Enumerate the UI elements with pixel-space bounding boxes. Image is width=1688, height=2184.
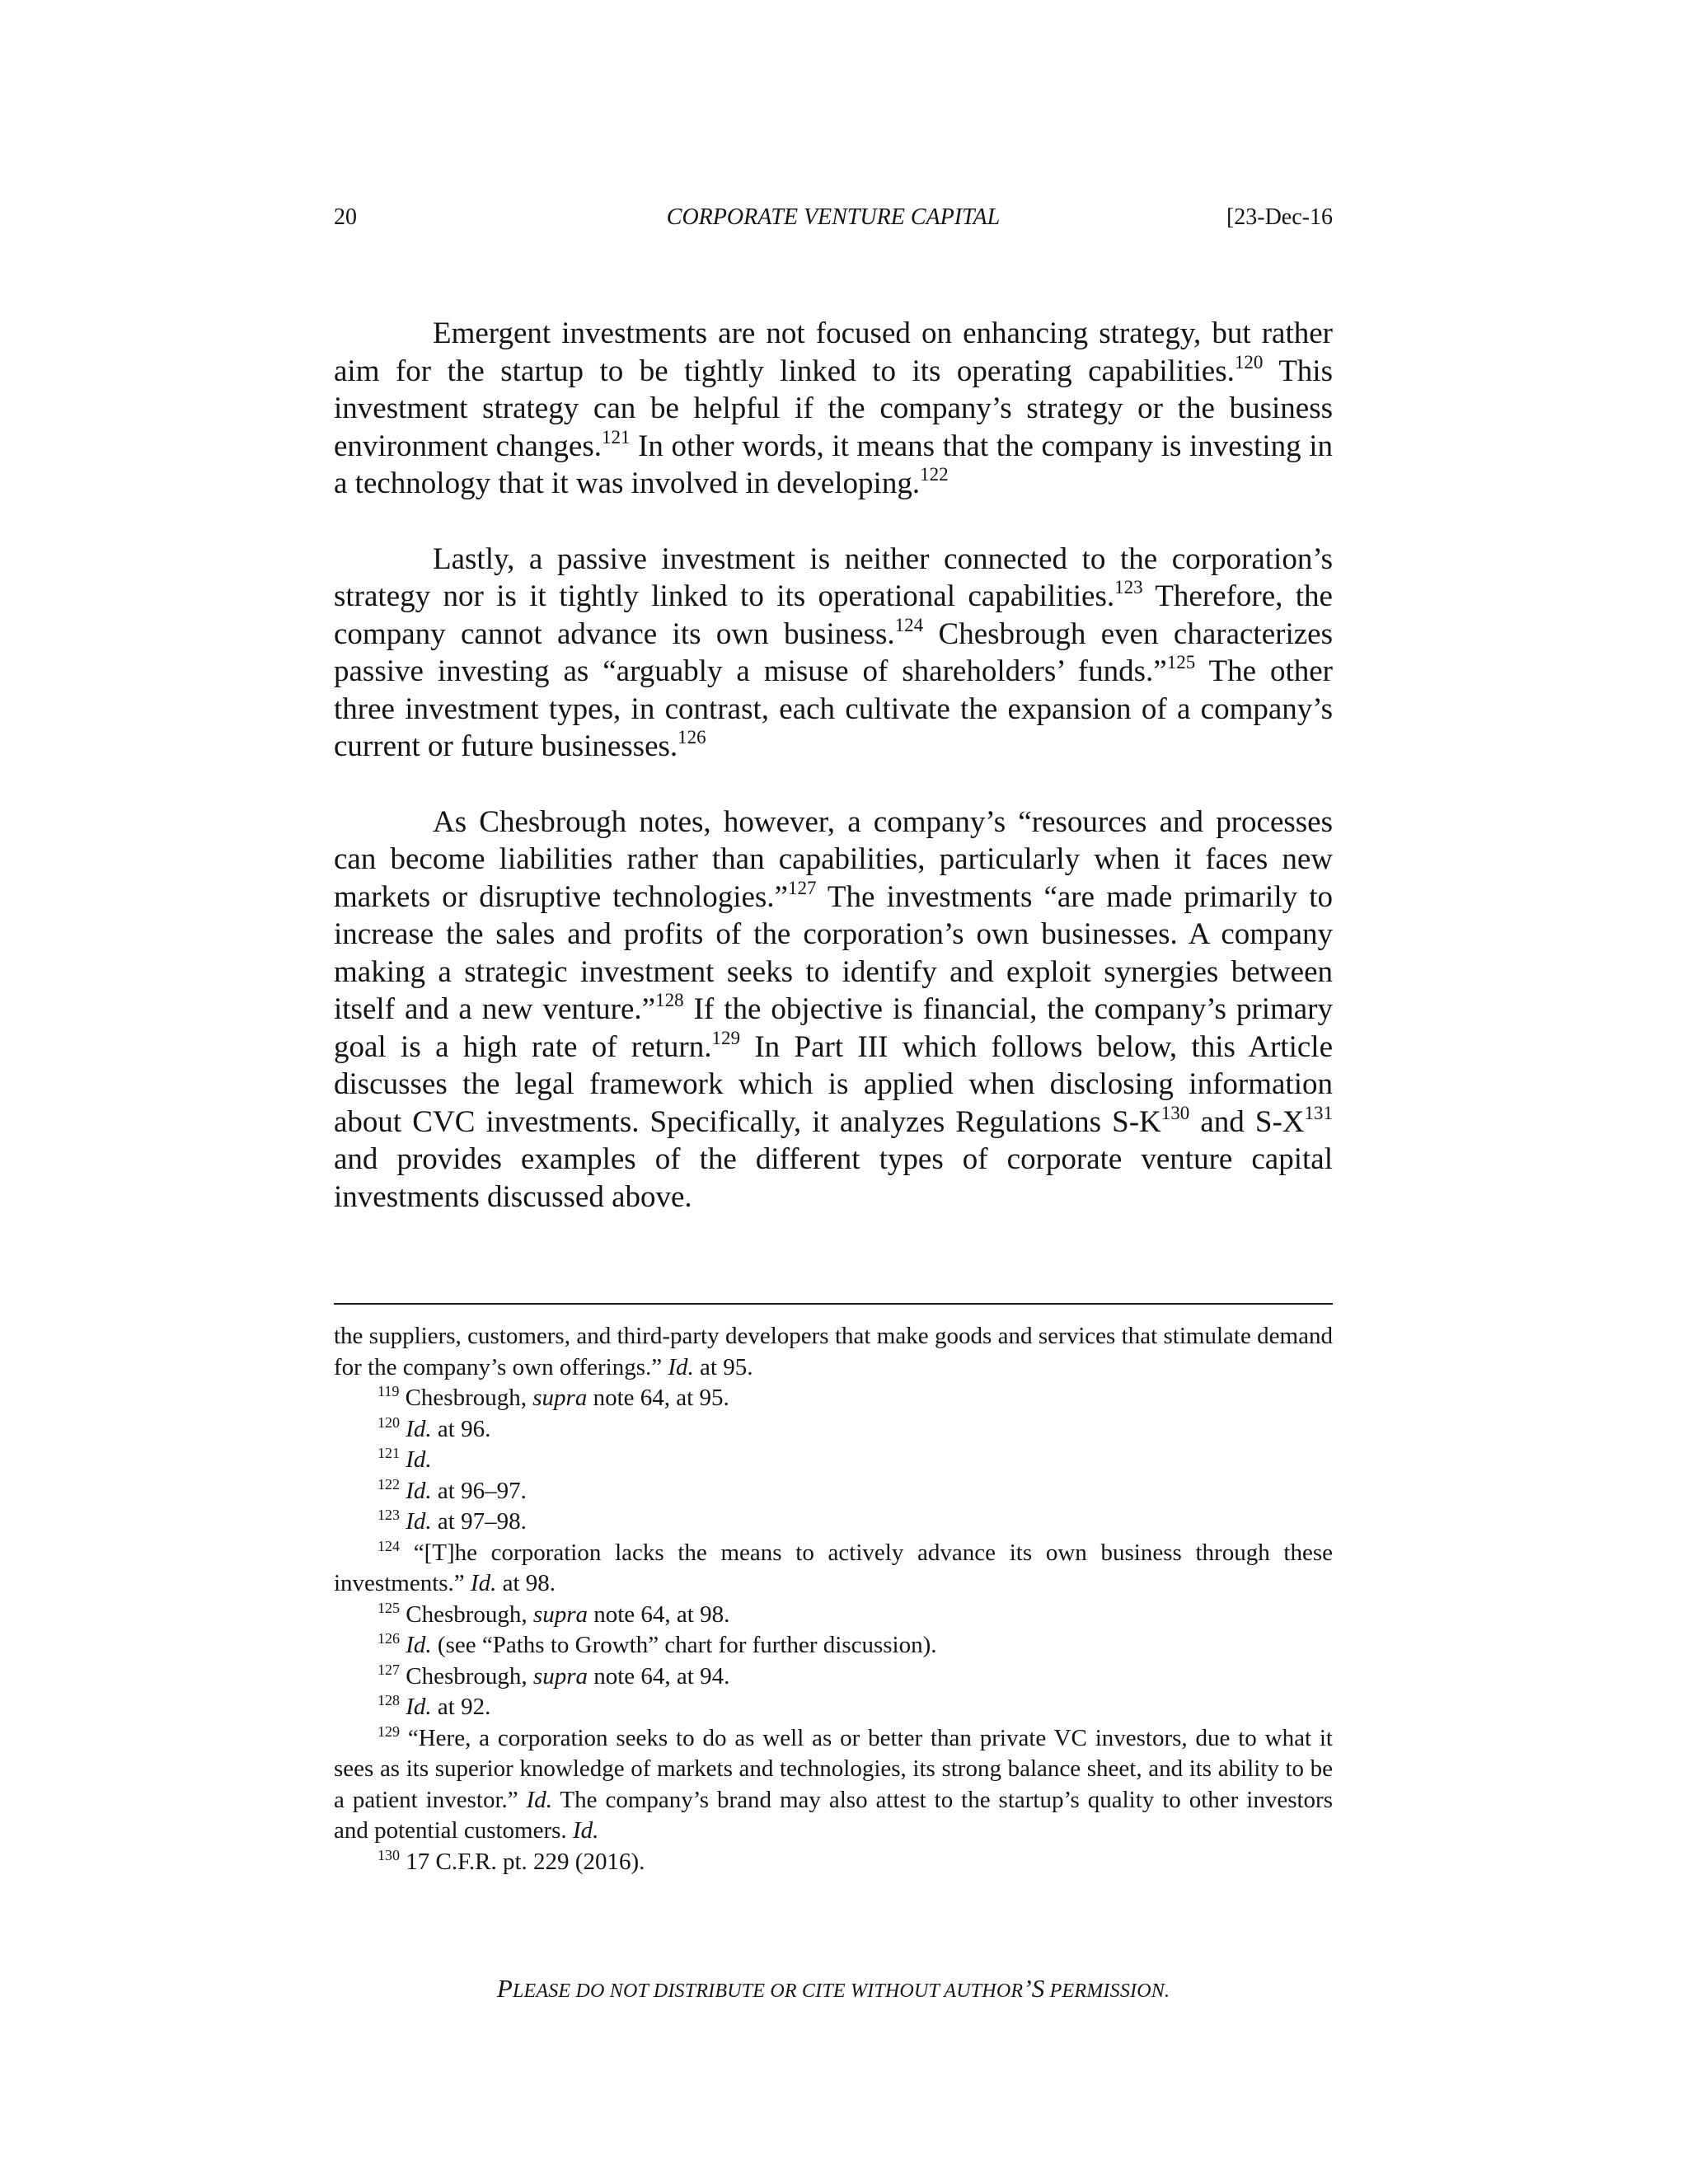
footnote-ref-130[interactable]: 130 (1160, 1102, 1190, 1123)
running-title: CORPORATE VENTURE CAPITAL (666, 204, 1001, 230)
footnote-text: note 64, at 98. (588, 1601, 730, 1628)
footnote-number: 122 (377, 1475, 400, 1493)
page-header (334, 204, 1333, 239)
footnote-ref-124[interactable]: 124 (894, 614, 924, 635)
footnote-continuation (334, 1321, 1333, 1383)
footnote-number: 120 (377, 1413, 400, 1431)
sentence: Chesbrough even characterizes passive investing as “arguably a misuse of shareholders’ funds.” (334, 616, 1333, 688)
footnotes (334, 1321, 1333, 1877)
footnote-121 (334, 1445, 1333, 1476)
paragraph-chesbrough-notes (334, 804, 1333, 1216)
id-cite: Id. (406, 1632, 432, 1658)
footnote-number: 119 (377, 1383, 400, 1399)
footnote-text: Chesbrough, (399, 1385, 533, 1411)
sentence: and provides examples of the different types of corporate venture capital investments discussed above. (334, 1142, 1333, 1214)
sentence: As Chesbrough notes, however, a company’s “resources and processes can become liabilities rather than capabilities, particularly when it faces new markets or disruptive technologies.” (334, 804, 1333, 914)
footnote-126 (334, 1630, 1333, 1661)
footnote-number: 121 (377, 1445, 400, 1461)
distribution-notice (334, 1974, 1333, 2004)
footnote-number: 127 (377, 1661, 400, 1678)
footnote-ref-123[interactable]: 123 (1114, 577, 1143, 598)
footnote-text: “Here, a corporation seeks to do as well as or better than private VC investors, due to what it sees as its superior knowledge of markets and technologies, its strong balance sheet, and its ability to be a patient investor.” (334, 1724, 1333, 1813)
sentence: The other three investment types, in contrast, each cultivate the expansion of a company’s current or future businesses. (334, 654, 1333, 763)
footnote-text: at 96–97. (431, 1477, 527, 1504)
sentence: The investments “are made primarily to increase the sales and profits of the corporation’s own businesses. A company making a strategic investment seeks to identify and exploit synergies between itself and a new venture.” (334, 879, 1334, 1026)
notice-apostrophe: ’ (1023, 1974, 1032, 2003)
footnote-text: the suppliers, customers, and third-party developers that make goods and services that stimulate demand for the company’s own offerings.” (334, 1323, 1333, 1380)
paragraph-emergent-investments (334, 315, 1333, 503)
footnote-127 (334, 1661, 1333, 1693)
footnote-number: 130 (377, 1846, 400, 1863)
supra-cite: supra (532, 1601, 588, 1628)
notice-initial: P (496, 1974, 513, 2003)
footnote-text: Chesbrough, (400, 1662, 533, 1690)
sentence: and S-X (1189, 1104, 1305, 1139)
sentence: This investment strategy can be helpful if the company’s strategy or the business environment changes. (334, 354, 1333, 463)
sentence: Therefore, the company cannot advance its own business. (334, 579, 1333, 651)
footnote-number: 123 (377, 1507, 400, 1523)
id-cite: Id. (526, 1786, 552, 1813)
footnote-119 (334, 1383, 1333, 1414)
footnote-text: note 64, at 94. (588, 1662, 730, 1690)
id-cite: Id. (668, 1353, 694, 1380)
footnote-text: at 98. (496, 1570, 556, 1596)
footnote-number: 126 (377, 1630, 400, 1647)
footnote-number: 125 (377, 1599, 400, 1616)
footnote-number: 129 (377, 1722, 400, 1740)
footnote-ref-120[interactable]: 120 (1234, 351, 1264, 373)
supra-cite: supra (532, 1662, 588, 1690)
notice-initial: S (1031, 1974, 1045, 2003)
footnote-text: “[T]he corporation lacks the means to actively advance its own business through these investments.” (334, 1539, 1333, 1596)
footnote-130 (334, 1847, 1333, 1878)
footnote-ref-125[interactable]: 125 (1166, 652, 1196, 673)
page-number: 20 (334, 204, 357, 230)
footnote-ref-121[interactable]: 121 (602, 426, 631, 448)
footnote-ref-131[interactable]: 131 (1304, 1102, 1333, 1123)
sentence: Lastly, a passive investment is neither connected to the corporation’s strategy nor is it tightly linked to its operational capabilities. (334, 541, 1333, 613)
id-cite: Id. (572, 1817, 599, 1844)
footnote-text: note 64, at 95. (587, 1385, 729, 1411)
footnote-text: Chesbrough, (400, 1601, 533, 1628)
supra-cite: supra (532, 1385, 588, 1411)
footnote-ref-122[interactable]: 122 (920, 464, 949, 485)
footnote-ref-126[interactable]: 126 (678, 727, 706, 748)
id-cite: Id. (406, 1694, 432, 1720)
footnote-separator (334, 1303, 1333, 1305)
id-cite: Id. (470, 1570, 497, 1596)
footnote-124 (334, 1538, 1333, 1600)
footnote-ref-129[interactable]: 129 (711, 1027, 741, 1048)
footnote-number: 128 (377, 1692, 400, 1708)
footnote-129 (334, 1723, 1333, 1847)
notice-text: PERMISSION. (1044, 1980, 1170, 2002)
footnote-123 (334, 1507, 1333, 1538)
footnote-120 (334, 1414, 1333, 1446)
sentence: In Part III which follows below, this Article discusses the legal framework which is applied when disclosing information about CVC investments. Specifically, it analyzes Regulations S-K (334, 1029, 1333, 1139)
footnote-text: The company’s brand may also attest to the startup’s quality to other investors and potential customers. (334, 1786, 1333, 1844)
footnote-text: (see “Paths to Growth” chart for further discussion). (431, 1632, 937, 1658)
footnote-128 (334, 1692, 1333, 1723)
footnote-ref-128[interactable]: 128 (655, 990, 684, 1010)
id-cite: Id. (406, 1508, 432, 1535)
id-cite: Id. (406, 1446, 432, 1473)
footnote-125 (334, 1600, 1333, 1631)
footnote-ref-127[interactable]: 127 (787, 877, 817, 898)
notice-text: LEASE DO NOT DISTRIBUTE OR CITE WITHOUT AUTHOR (512, 1980, 1024, 2002)
sentence: In other words, it means that the company is investing in a technology that it was involved in developing. (334, 429, 1334, 500)
footnote-text: at 92. (431, 1694, 491, 1720)
footnote-122 (334, 1476, 1333, 1507)
footnote-text: 17 C.F.R. pt. 229 (2016). (400, 1848, 645, 1875)
body-text (334, 315, 1333, 1254)
footnote-text: at 97–98. (431, 1508, 527, 1535)
id-cite: Id. (406, 1477, 432, 1504)
paragraph-passive-investment (334, 541, 1333, 766)
sentence: Emergent investments are not focused on enhancing strategy, but rather aim for the startup to be tightly linked to its operating capabilities. (334, 316, 1333, 388)
sentence: If the objective is financial, the company’s primary goal is a high rate of return. (334, 992, 1333, 1064)
footnote-text: at 95. (693, 1353, 753, 1380)
id-cite: Id. (406, 1415, 432, 1442)
header-date: [23-Dec-16 (1226, 204, 1333, 230)
footnote-text: at 96. (431, 1415, 491, 1442)
footnote-number: 124 (377, 1537, 400, 1554)
